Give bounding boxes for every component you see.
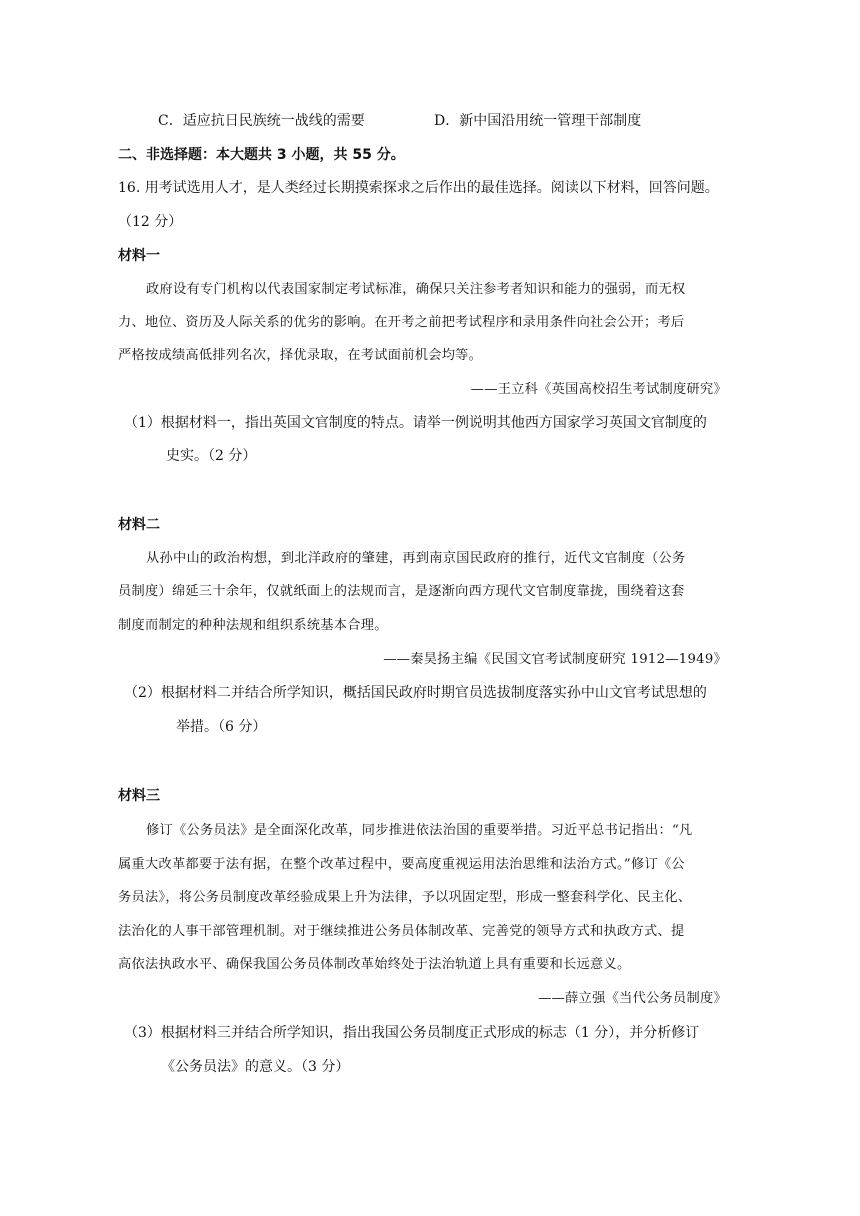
material-source: ——王立科《英国高校招生考试制度研究》: [470, 382, 727, 397]
material-heading: 材料一: [118, 248, 160, 264]
material-text-line: 员制度）绵延三十余年，仅就纸面上的法规而言，是逐渐向西方现代文官制度靠拢，围绕着这套: [118, 584, 685, 599]
material-text-line: 修订《公务员法》是全面深化改革，同步推进依法治国的重要举措。习近平总书记指出：“凡: [146, 823, 693, 838]
option-d: D．新中国沿用统一管理干部制度: [434, 113, 642, 129]
material-heading: 材料三: [118, 788, 160, 804]
question-stem-line: 16. 用考试选用人才，是人类经过长期摸索探求之后作出的最佳选择。阅读以下材料，回答问题。: [118, 180, 719, 196]
question-stem-line: （12 分）: [118, 214, 183, 230]
sub-question: 举措。（6 分）: [176, 719, 267, 735]
material-text-line: 力、地位、资历及人际关系的优劣的影响。在开考之前把考试程序和录用条件向社会公开；考后: [118, 315, 685, 330]
material-text-line: 法治化的人事干部管理机制。对于继续推进公务员体制改革、完善党的领导方式和执政方式、提: [118, 924, 685, 939]
sub-question: （2）根据材料二并结合所学知识，概括国民政府时期官员选拔制度落实孙中山文官考试思想的: [124, 685, 707, 701]
section-heading: 二、非选择题：本大题共 3 小题，共 55 分。: [118, 147, 405, 163]
material-text-line: 属重大改革都要于法有据，在整个改革过程中，要高度重视运用法治思维和法治方式。”修订《公: [118, 857, 685, 872]
material-text-line: 严格按成绩高低排列名次，择优录取，在考试面前机会均等。: [118, 348, 483, 363]
sub-question: 史实。（2 分）: [166, 448, 257, 464]
material-text-line: 政府设有专门机构以代表国家制定考试标准，确保只关注参考者知识和能力的强弱，而无权: [146, 282, 686, 297]
material-heading: 材料二: [118, 517, 160, 533]
sub-question: （1）根据材料一，指出英国文官制度的特点。请举一例说明其他西方国家学习英国文官制度的: [124, 415, 707, 431]
material-text-line: 务员法》，将公务员制度改革经验成果上升为法律，予以巩固定型，形成一整套科学化、民主化、: [118, 890, 692, 905]
option-c: C．适应抗日民族统一战线的需要: [158, 113, 365, 129]
material-source: ——秦昊扬主编《民国文官考试制度研究 1912—1949》: [383, 652, 727, 667]
material-text-line: 制度而制定的种种法规和组织系统基本合理。: [118, 618, 388, 633]
sub-question: （3）根据材料三并结合所学知识，指出我国公务员制度正式形成的标志（1 分），并分析修订: [124, 1025, 700, 1041]
material-source: ——薛立强《当代公务员制度》: [538, 991, 727, 1006]
material-text-line: 从孙中山的政治构想，到北洋政府的肇建，再到南京国民政府的推行，近代文官制度（公务: [146, 551, 686, 566]
sub-question: 《公务员法》的意义。（3 分）: [161, 1059, 350, 1075]
material-text-line: 高依法执政水平、确保我国公务员体制改革始终处于法治轨道上具有重要和长远意义。: [118, 957, 631, 972]
